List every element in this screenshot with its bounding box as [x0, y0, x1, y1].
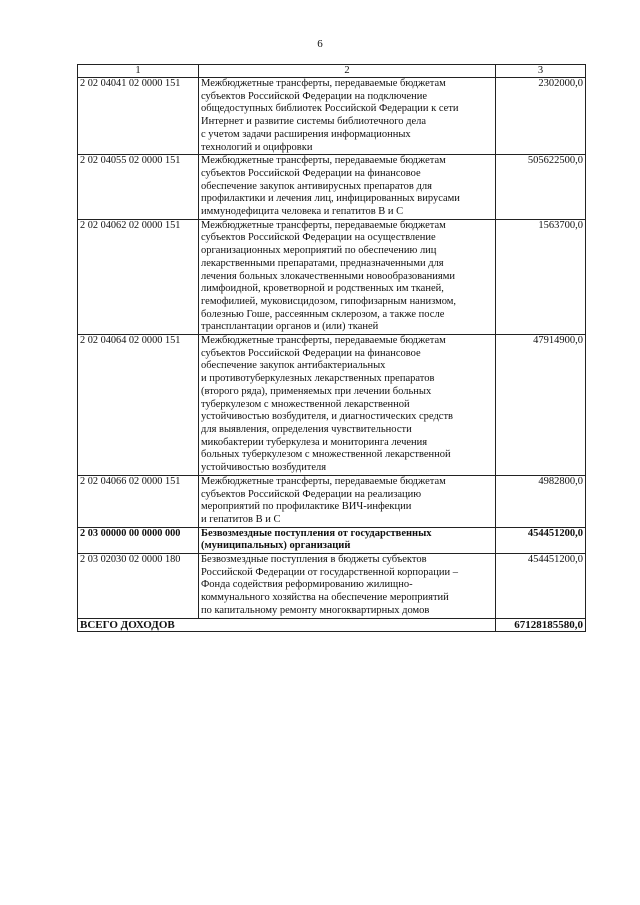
description-cell: [199, 554, 496, 619]
description-line: иммунодефицита человека и гепатитов В и С: [201, 206, 404, 218]
description-line: Безвозмездные поступления в бюджеты субъектов: [201, 554, 427, 566]
description-line: Межбюджетные трансферты, передаваемые бюджетам: [201, 335, 446, 347]
description-line: Интернет и развитие системы библиотечного дела: [201, 116, 427, 128]
description-line: субъектов Российской Федерации на финансовое: [201, 347, 421, 359]
total-amount: 67128185580,0: [496, 618, 586, 632]
column-header-code: 1: [78, 65, 199, 78]
table-row: [78, 527, 586, 553]
description-line: субъектов Российской Федерации на реализацию: [201, 488, 422, 500]
description-line: технологий и оцифровки: [201, 141, 313, 153]
description-line: общедоступных библиотек Российской Федерации к сети: [201, 103, 459, 115]
amount-cell: 47914900,0: [496, 335, 586, 476]
description-line: Межбюджетные трансферты, передаваемые бюджетам: [201, 78, 446, 89]
column-header-amount: 3: [496, 65, 586, 78]
description-line: обеспечение закупок антибактериальных: [201, 360, 386, 372]
table-row: [78, 335, 586, 476]
description-line: Фонда содействия реформированию жилищно-: [201, 579, 413, 591]
description-line: (второго ряда), применяемых при лечении больных: [201, 385, 432, 397]
revenue-table: [77, 64, 586, 632]
description-line: и гепатитов В и С: [201, 513, 281, 525]
description-line: лечения больных злокачественными новообразованиями: [201, 270, 455, 282]
table-row: [78, 219, 586, 334]
budget-code-cell: 2 02 04055 02 0000 151: [78, 155, 199, 220]
amount-cell: 505622500,0: [496, 155, 586, 220]
table-row: [78, 475, 586, 527]
amount-cell: 454451200,0: [496, 554, 586, 619]
budget-code-cell: 2 02 04066 02 0000 151: [78, 475, 199, 527]
description-line: по капитальному ремонту многоквартирных домов: [201, 604, 430, 616]
table-row: [78, 554, 586, 619]
description-line: для выявления, определения чувствительности: [201, 423, 412, 435]
description-line: мероприятий по профилактике ВИЧ-инфекции: [201, 501, 412, 513]
amount-cell: 2302000,0: [496, 78, 586, 155]
description-line: микобактерии туберкулеза и мониторинга лечения: [201, 436, 428, 448]
description-line: гемофилией, муковисцидозом, гипофизарным нанизмом,: [201, 295, 457, 307]
amount-cell: 1563700,0: [496, 219, 586, 334]
description-line: Межбюджетные трансферты, передаваемые бюджетам: [201, 475, 446, 487]
description-line: Безвозмездные поступления от государственных: [201, 527, 432, 539]
description-line: Российской Федерации от государственной корпорации –: [201, 566, 458, 578]
budget-code-cell: 2 03 02030 02 0000 180: [78, 554, 199, 619]
description-line: субъектов Российской Федерации на подключение: [201, 90, 428, 102]
description-line: и противотуберкулезных лекарственных препаратов: [201, 373, 435, 385]
table-header-row: [78, 65, 586, 78]
table-row: [78, 78, 586, 155]
description-line: профилактики и лечения лиц, инфицированных вирусами: [201, 193, 460, 205]
description-line: лимфоидной, кроветворной и родственных им тканей,: [201, 283, 444, 295]
total-row: [78, 618, 586, 632]
description-cell: [199, 78, 496, 155]
description-line: обеспечение закупок антивирусных препаратов для: [201, 180, 432, 192]
table-row: [78, 155, 586, 220]
description-line: организационных мероприятий по обеспечению лиц: [201, 245, 437, 257]
budget-code-cell: 2 02 04064 02 0000 151: [78, 335, 199, 476]
total-label: ВСЕГО ДОХОДОВ: [78, 618, 496, 632]
description-cell: [199, 219, 496, 334]
description-line: Межбюджетные трансферты, передаваемые бюджетам: [201, 155, 446, 167]
description-cell: [199, 335, 496, 476]
description-line: больных туберкулезом с множественной лекарственной: [201, 449, 451, 461]
description-line: Межбюджетные трансферты, передаваемые бюджетам: [201, 219, 446, 231]
description-line: с учетом задачи расширения информационных: [201, 128, 411, 140]
description-cell: [199, 527, 496, 553]
budget-code-cell: 2 03 00000 00 0000 000: [78, 527, 199, 553]
budget-code-cell: 2 02 04062 02 0000 151: [78, 219, 199, 334]
description-line: коммунального хозяйства на обеспечение мероприятий: [201, 592, 449, 604]
page-number: 6: [317, 38, 323, 50]
description-line: субъектов Российской Федерации на осуществление: [201, 232, 436, 244]
amount-cell: 4982800,0: [496, 475, 586, 527]
description-line: лекарственными препаратами, предназначенными для: [201, 257, 444, 269]
description-line: трансплантации органов и (или) тканей: [201, 321, 379, 333]
description-cell: [199, 155, 496, 220]
description-cell: [199, 475, 496, 527]
description-line: туберкулезом с множественной лекарственной: [201, 398, 410, 410]
description-line: болезнью Гоше, рассеянным склерозом, а также после: [201, 308, 445, 320]
budget-code-cell: 2 02 04041 02 0000 151: [78, 78, 199, 155]
description-line: (муниципальных) организаций: [201, 540, 351, 552]
amount-cell: 454451200,0: [496, 527, 586, 553]
column-header-description: 2: [199, 65, 496, 78]
description-line: устойчивостью возбудителя: [201, 462, 327, 474]
description-line: субъектов Российской Федерации на финансовое: [201, 167, 421, 179]
description-line: устойчивостью возбудителя, и диагностических средств: [201, 411, 453, 423]
